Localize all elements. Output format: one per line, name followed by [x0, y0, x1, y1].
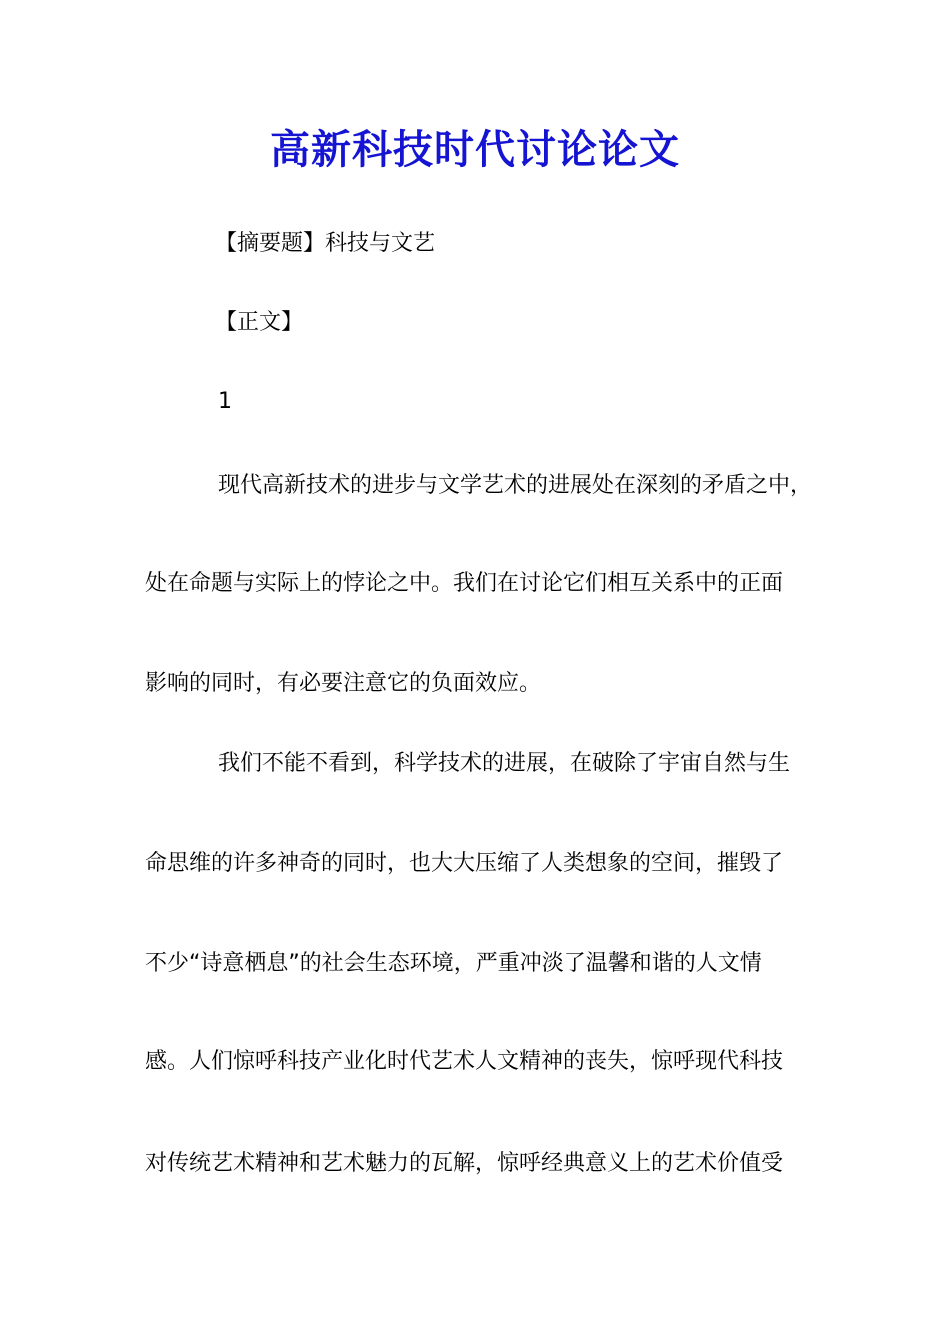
paragraph-line: 不少“诗意栖息”的社会生态环境，严重冲淡了温馨和谐的人文情: [145, 951, 762, 976]
paragraph-line: 我们不能不看到，科学技术的进展，在破除了宇宙自然与生: [218, 751, 791, 776]
body-heading: 【正文】: [215, 310, 304, 335]
paragraph-line: 影响的同时，有必要注意它的负面效应。: [145, 671, 542, 696]
section-number: 1: [218, 389, 232, 414]
paragraph-line: 处在命题与实际上的悖论之中。我们在讨论它们相互关系中的正面: [145, 571, 784, 596]
paragraph-line: 感。人们惊呼科技产业化时代艺术人文精神的丧失，惊呼现代科技: [145, 1049, 784, 1074]
page-title: 高新科技时代讨论论文: [270, 126, 680, 173]
subject-line: 【摘要题】科技与文艺: [215, 231, 436, 256]
paragraph-line: 命思维的许多神奇的同时，也大大压缩了人类想象的空间，摧毁了: [145, 851, 784, 876]
paragraph-line: 对传统艺术精神和艺术魅力的瓦解，惊呼经典意义上的艺术价值受: [145, 1151, 784, 1176]
paragraph-line: 现代高新技术的进步与文学艺术的进展处在深刻的矛盾之中，: [218, 473, 813, 498]
